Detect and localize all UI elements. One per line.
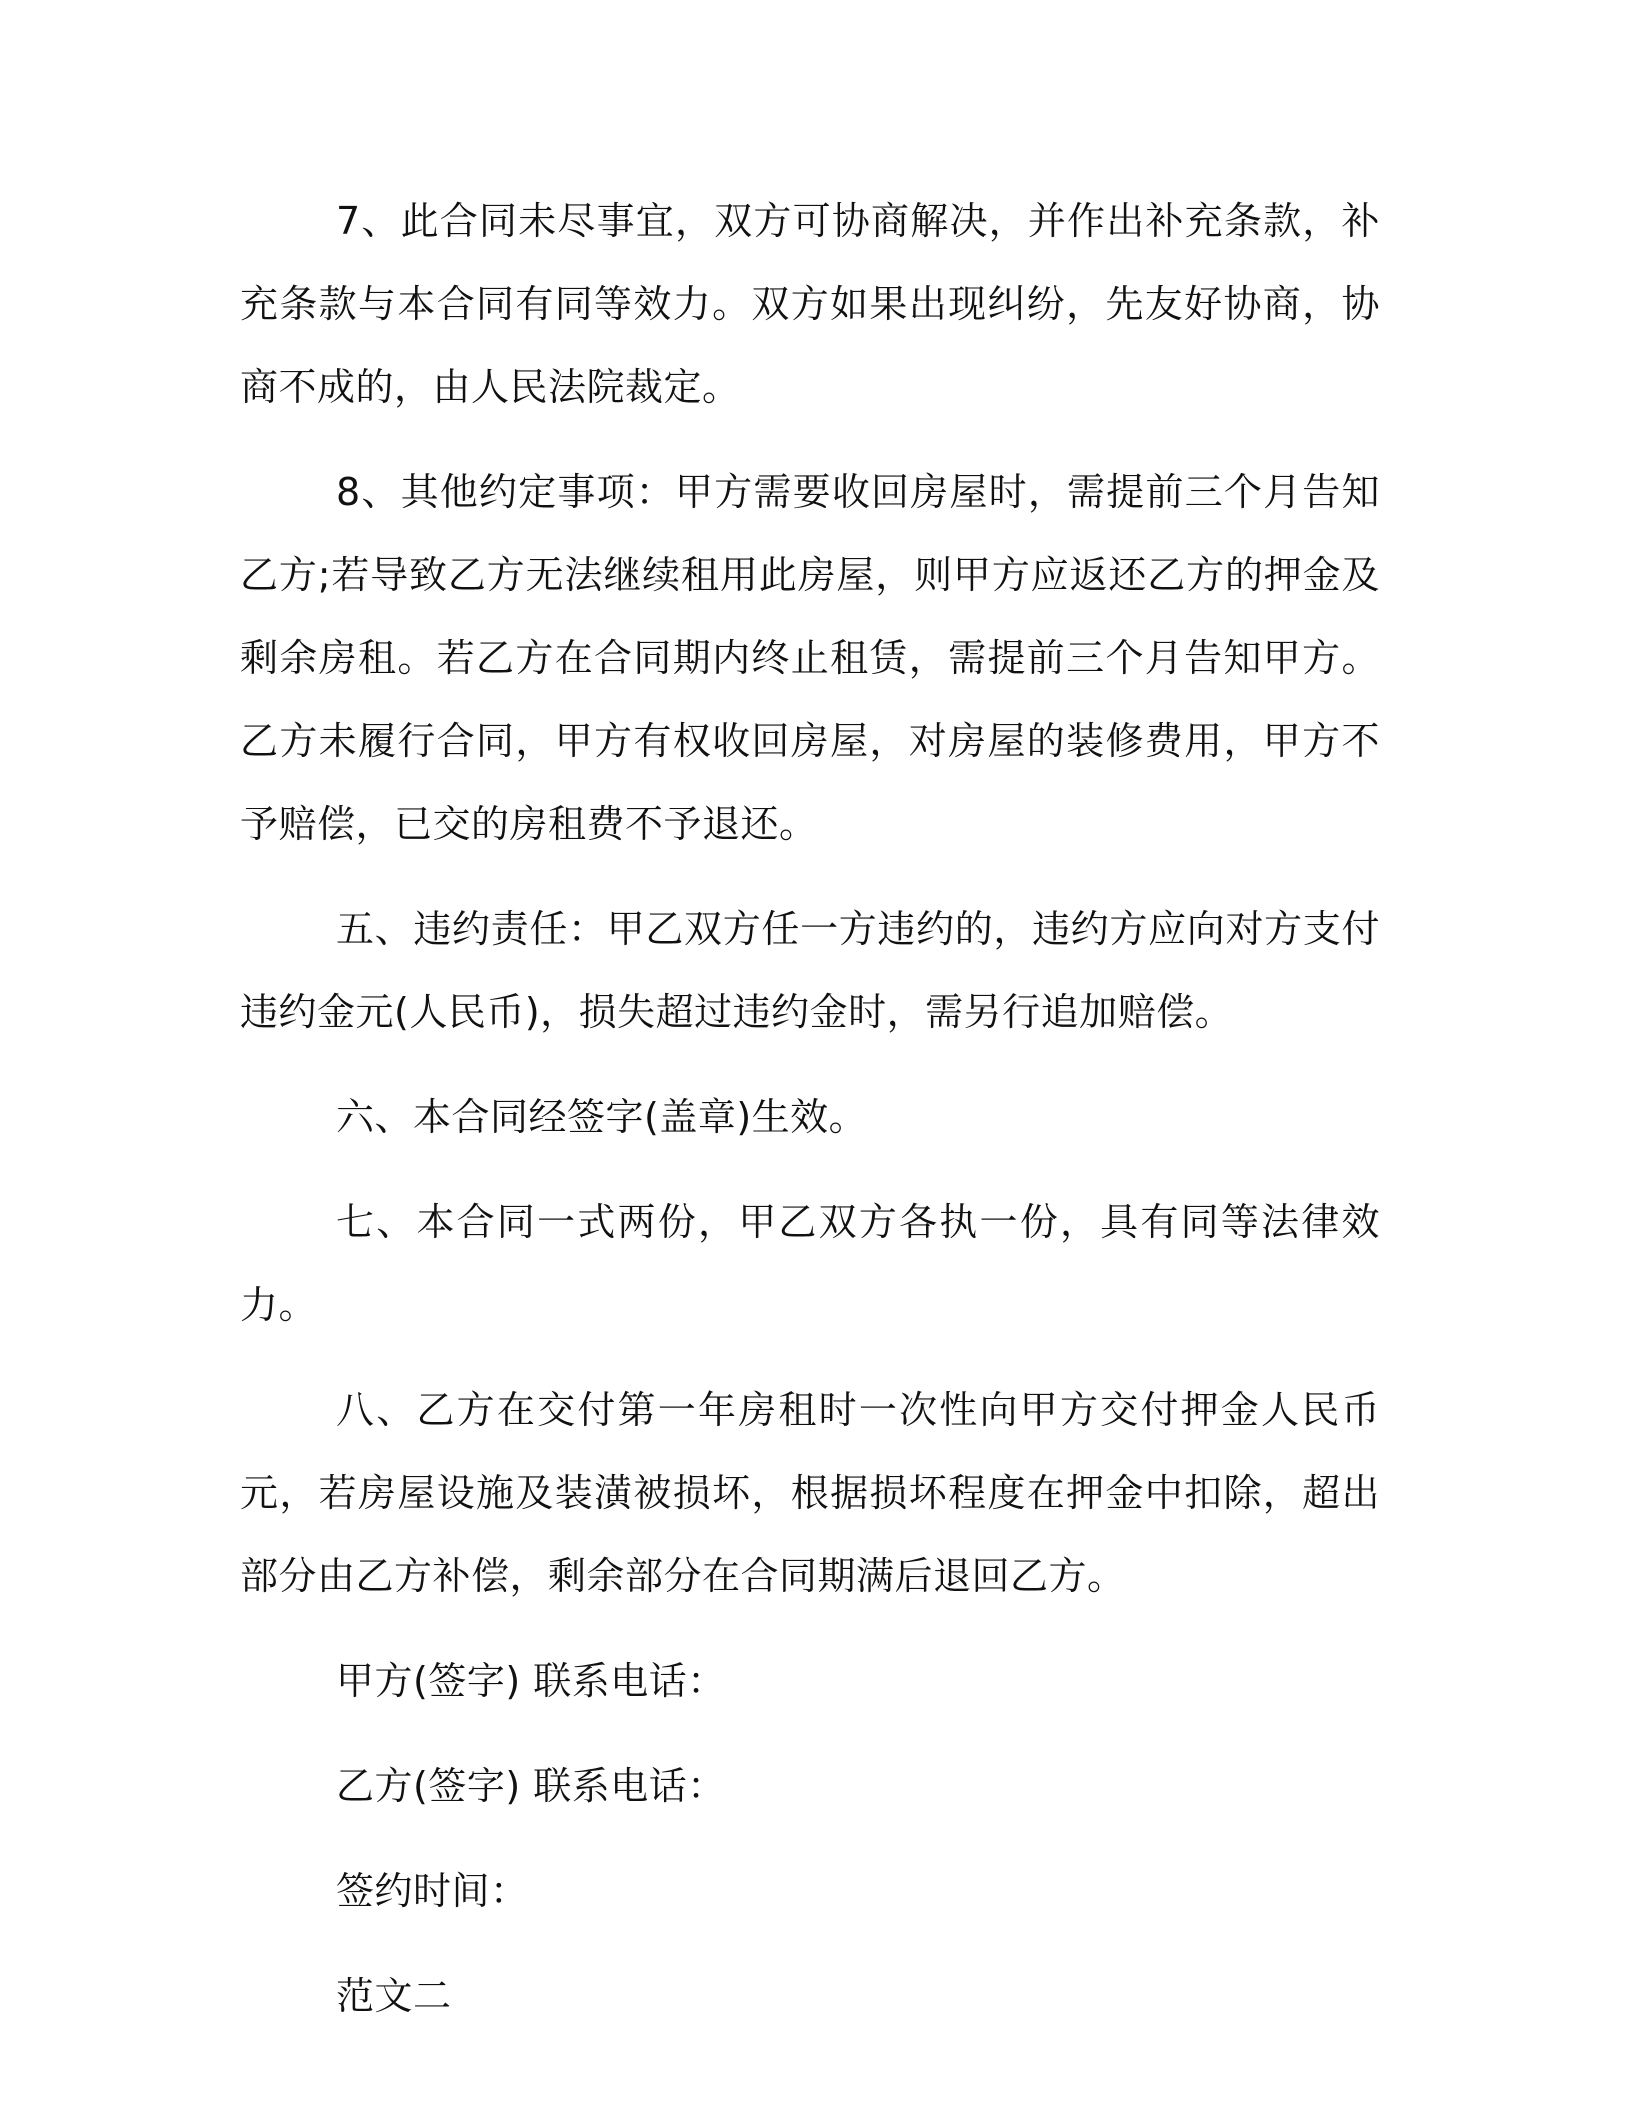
signing-date-line: 签约时间： (336, 1869, 529, 1913)
party-b-signature-line: 乙方(签字) 联系电话： (336, 1764, 726, 1808)
copies-clause: 七、本合同一式两份，甲乙双方各执一份，具有同等法律效力。 (240, 1200, 1380, 1327)
clause-8: 8、其他约定事项：甲方需要收回房屋时，需提前三个月告知乙方;若导致乙方无法继续租用此房屋，则甲方应返还乙方的押金及剩余房租。若乙方在合同期内终止租赁，需提前三个月告知甲方。乙方未履行合同，甲方有权收回房屋，对房屋的装修费用，甲方不予赔偿，已交的房租费不予退还。 (240, 470, 1380, 846)
party-a-signature-line: 甲方(签字) 联系电话： (336, 1659, 726, 1703)
clause-7: 7、此合同未尽事宜，双方可协商解决，并作出补充条款，补充条款与本合同有同等效力。双方如果出现纠纷，先友好协商，协商不成的，由人民法院裁定。 (240, 199, 1380, 409)
deposit-clause: 八、乙方在交付第一年房租时一次性向甲方交付押金人民币元，若房屋设施及装潢被损坏，根据损坏程度在押金中扣除，超出部分由乙方补偿，剩余部分在合同期满后退回乙方。 (240, 1388, 1380, 1598)
breach-liability-clause: 五、违约责任：甲乙双方任一方违约的，违约方应向对方支付违约金元(人民币)，损失超过违约金时，需另行追加赔偿。 (240, 907, 1380, 1034)
document-body (240, 180, 1380, 2060)
next-sample-heading: 范文二 (336, 1974, 452, 2018)
effectiveness-clause: 六、本合同经签字(盖章)生效。 (336, 1095, 868, 1139)
